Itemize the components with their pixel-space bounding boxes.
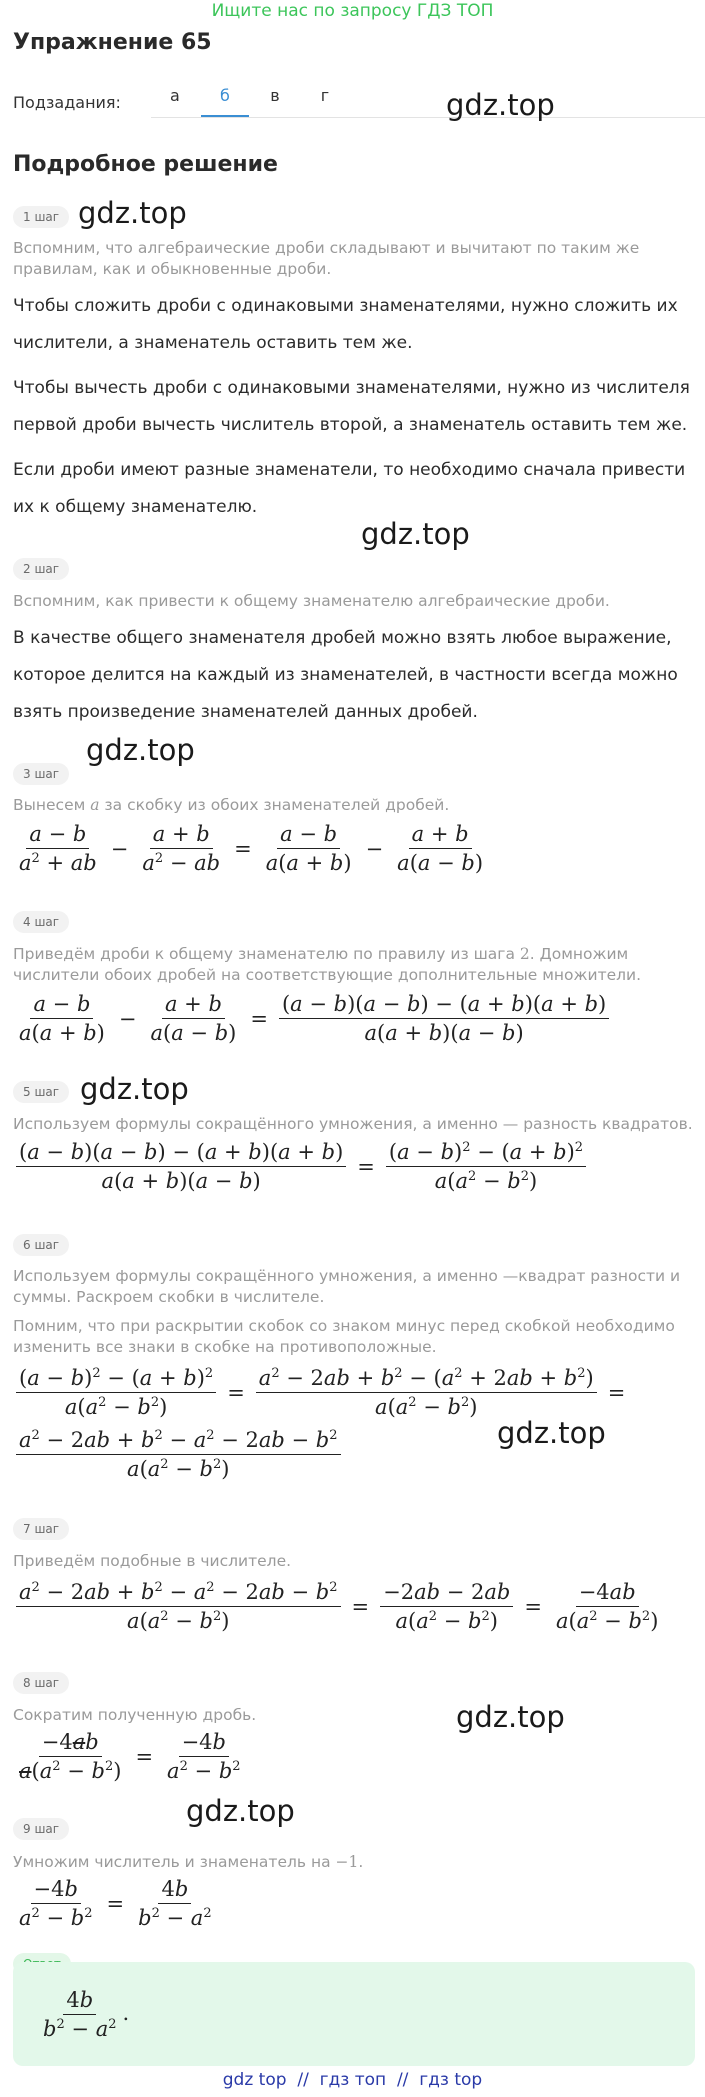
step-badge: 4 шаг [13, 911, 69, 933]
hint-var: a [90, 796, 100, 814]
tab-a[interactable]: а [170, 86, 180, 105]
hint-text: Умножим числитель и знаменатель на [13, 1853, 331, 1871]
step-badge: 2 шаг [13, 558, 69, 580]
watermark: gdz.top [78, 196, 187, 230]
step-hint: Помним, что при раскрытии скобок со знаком минус перед скобкой необходимо изменить все знаки в скобке на противоположные. [13, 1317, 675, 1356]
step-badge: 3 шаг [13, 763, 69, 785]
hint-text: . [358, 1853, 364, 1871]
search-banner: Ищите нас по запросу ГДЗ ТОП [211, 1, 494, 21]
step-hint [13, 795, 693, 816]
step-text: Если дроби имеют разные знаменатели, то необходимо сначала привести их к общему знаменателю. [13, 460, 686, 517]
step-text: Чтобы вычесть дроби с одинаковыми знаменателями, нужно из числителя первой дроби вычесть числитель второй, а знаменатель оставить тем же. [13, 378, 690, 435]
formula: $\frac{(a - b)(a - b) - (a + b)(a + b)}{a(a + b)(a - b)}$ = $\frac{(a - b)^2 - (a + b)^2}{a(a^2 - b^2)}$ [13, 1140, 589, 1193]
subtasks-bar [13, 86, 705, 118]
step-hint [13, 944, 693, 986]
step-hint: Используем формулы сокращённого умножения, а именно — разность квадратов. [13, 1115, 693, 1133]
tab-g[interactable]: г [320, 86, 330, 105]
step-hint: Вспомним, что алгебраические дроби складывают и вычитают по таким же правилам, как и обыкновенные дроби. [13, 239, 640, 278]
footer: gdz top // гдз топ // гдз top [222, 2070, 483, 2090]
section-title: Подробное решение [13, 152, 278, 177]
subtask-tabs [151, 86, 705, 118]
hint-text: Вынесем [13, 796, 86, 814]
step-badge: 5 шаг [13, 1081, 69, 1103]
answer-formula: $\frac{4b}{b^2 - a^2}$ . [43, 1988, 130, 2041]
hint-num: −1 [335, 1853, 359, 1871]
step-badge: 9 шаг [13, 1818, 69, 1840]
hint-text: за скобку из обоих знаменателей дробей. [104, 796, 450, 814]
step-hint [13, 1852, 693, 1873]
step-hint: Сократим полученную дробь. [13, 1706, 257, 1724]
watermark: gdz.top [361, 517, 470, 551]
formula: $\frac{a - b}{a(a + b)}$ − $\frac{a + b}{a(a - b)}$ = $\frac{(a - b)(a - b) - (a + b)(a + b)}{a(a + b)(a - b)}$ [13, 992, 612, 1045]
subtasks-label: Подзадания: [13, 92, 121, 112]
watermark: gdz.top [186, 1794, 295, 1828]
formula: $\frac{a^2 - 2ab + b^2 - a^2 - 2ab - b^2}{a(a^2 - b^2)}$ [13, 1428, 344, 1481]
watermark: gdz.top [80, 1072, 189, 1106]
step-badge: 1 шаг [13, 206, 69, 228]
tab-b[interactable]: б [201, 86, 249, 117]
formula: $\frac{-4b}{a^2 - b^2}$ = $\frac{4b}{b^2 - a^2}$ [19, 1877, 212, 1930]
hint-text: Приведём дроби к общему знаменателю по правилу из шага [13, 945, 515, 963]
step-badge: 8 шаг [13, 1672, 69, 1694]
formula: $\frac{(a - b)^2 - (a + b)^2}{a(a^2 - b^2)}$ = $\frac{a^2 - 2ab + b^2 - (a^2 + 2ab + b^2)}{a(a^2 - b^2)}$ = [13, 1366, 633, 1419]
watermark: gdz.top [456, 1700, 565, 1734]
formula: $\frac{-4ab}{a(a^2 - b^2)}$ = $\frac{-4b}{a^2 - b^2}$ [19, 1730, 241, 1783]
tab-v[interactable]: в [270, 86, 280, 105]
watermark: gdz.top [497, 1416, 606, 1450]
step-badge: 6 шаг [13, 1234, 69, 1256]
step-text: Чтобы сложить дроби с одинаковыми знаменателями, нужно сложить их числители, а знаменатель оставить тем же. [13, 296, 678, 353]
formula: $\frac{a - b}{a^2 + ab}$ − $\frac{a + b}{a^2 - ab}$ = $\frac{a - b}{a(a + b)}$ − $\frac{a + b}{a(a - b)}$ [19, 822, 484, 875]
page-title: Упражнение 65 [13, 30, 212, 55]
step-hint: Вспомним, как привести к общему знаменателю алгебраические дроби. [13, 592, 610, 610]
answer-box [13, 1962, 695, 2066]
step-badge: 7 шаг [13, 1518, 69, 1540]
step-hint: Используем формулы сокращённого умножения, а именно —квадрат разности и суммы. Раскроем скобки в числителе. [13, 1267, 681, 1306]
step-text: В качестве общего знаменателя дробей можно взять любое выражение, которое делится на каждый из знаменателей, в частности всегда можно взять произведение знаменателей данных дробей. [13, 628, 678, 722]
step-hint: Приведём подобные в числителе. [13, 1552, 292, 1570]
watermark: gdz.top [446, 88, 555, 122]
hint-text: . Домножим числители обоих дробей на соответствующие дополнительные множители. [13, 945, 642, 984]
formula: $\frac{a^2 - 2ab + b^2 - a^2 - 2ab - b^2}{a(a^2 - b^2)}$ = $\frac{-2ab - 2ab}{a(a^2 - b^2)}$ = $\frac{-4ab}{a(a^2 - b^2)}$ [13, 1580, 664, 1633]
hint-num: 2 [519, 945, 530, 963]
watermark: gdz.top [86, 733, 195, 767]
